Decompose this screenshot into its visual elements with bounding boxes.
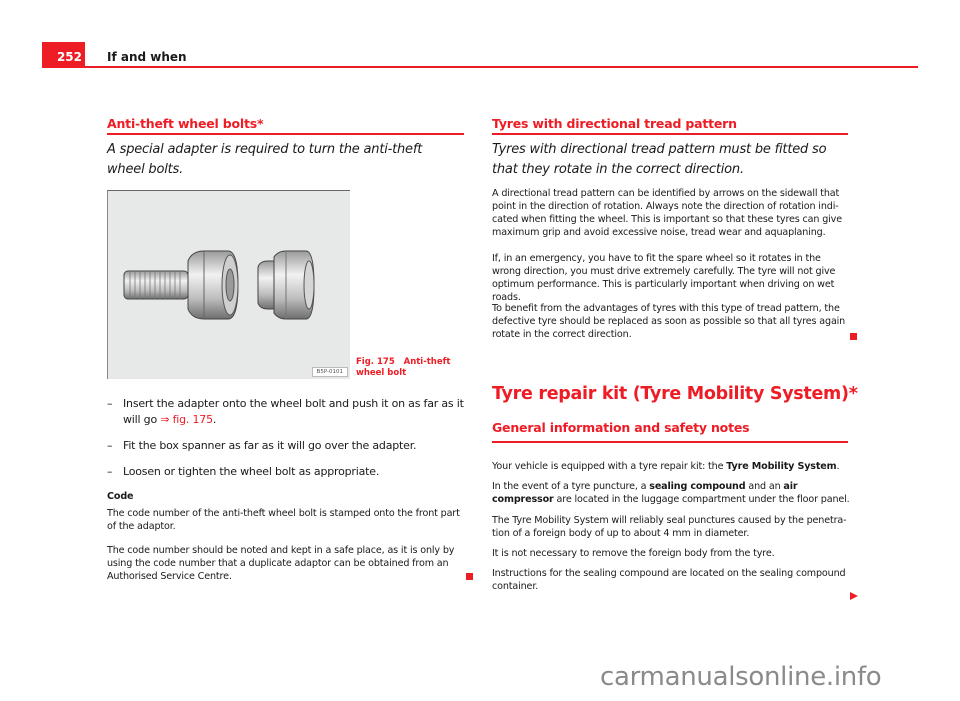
lead-text: A special adapter is required to turn the anti-theft wheel bolts.: [107, 142, 423, 177]
watermark: carmanualsonline.info: [600, 662, 882, 692]
paragraph: Instructions for the sealing compound are located on the sealing compound container.: [492, 568, 846, 592]
step-item: [107, 438, 467, 454]
figure-caption: [356, 357, 450, 379]
paragraph: It is not necessary to remove the foreign body from the tyre.: [492, 548, 775, 559]
step-item: [107, 464, 467, 480]
paragraph: The Tyre Mobility System will reliably seal punctures caused by the penetra-tion of a foreign body of up to about 4 mm in diameter.: [492, 515, 847, 539]
heading-rule: [492, 441, 848, 443]
heading-general-information: General information and safety notes: [492, 420, 750, 435]
step-text: Fit the box spanner as far as it will go over the adapter.: [123, 439, 417, 452]
paragraph: To benefit from the advantages of tyres with this type of tread pattern, the defective tyre should be replaced as soon as possible so that all tyres again rotate in the correct direction.: [492, 303, 846, 340]
section-end-marker: [466, 573, 473, 580]
heading-rule: [107, 133, 464, 135]
step-text: Insert the adapter onto the wheel bolt and push it on as far as it will go ⇒ fig. 175.: [123, 397, 464, 426]
step-text: Loosen or tighten the wheel bolt as appropriate.: [123, 465, 380, 478]
paragraph: If, in an emergency, you have to fit the spare wheel so it rotates in the wrong direction, you must drive extremely carefully. The tyre will not give optimum performance. This is particularly important when driving on wet roads.: [492, 253, 836, 303]
heading-directional-tread: Tyres with directional tread pattern: [492, 116, 737, 131]
heading-tyre-repair-kit: Tyre repair kit (Tyre Mobility System)*: [492, 384, 858, 404]
paragraph: In the event of a tyre puncture, a sealing compound and an air compressor are located in the luggage compartment under the floor panel.: [492, 481, 850, 505]
heading-rule: [492, 133, 848, 135]
step-dash: –: [107, 439, 113, 452]
code-heading: Code: [107, 491, 134, 502]
figure-caption-line-1: Fig. 175 Anti-theft: [356, 357, 451, 367]
wheel-bolt-illustration: [108, 191, 350, 379]
figure-reference-link[interactable]: ⇒ fig. 175: [160, 413, 213, 426]
step-list: [107, 396, 467, 480]
code-paragraph: The code number of the anti-theft wheel bolt is stamped onto the front part of the adaptor.: [107, 508, 460, 532]
section-title: If and when: [107, 50, 187, 64]
paragraph: A directional tread pattern can be identified by arrows on the sidewall that point in the direction of rotation. Always note the direction of rotation indi-cated when fitting the wheel. This is important so that these tyres can give maximum grip and avoid excessive noise, tread wear and aquaplaning.: [492, 188, 842, 238]
page-number: 252: [56, 50, 82, 64]
step-item: [107, 396, 467, 428]
paragraph: Your vehicle is equipped with a tyre repair kit: the Tyre Mobility System.: [492, 461, 840, 472]
figure-caption-line-2: wheel bolt: [356, 368, 407, 378]
continue-arrow-icon: [850, 592, 858, 600]
figure-code: B5P-0101: [312, 367, 348, 377]
code-paragraph: The code number should be noted and kept in a safe place, as it is only by using the code number that a duplicate adaptor can be obtained from an Authorised Service Centre.: [107, 545, 455, 582]
section-end-marker: [850, 333, 857, 340]
figure-anti-theft-bolt: [107, 190, 350, 379]
heading-anti-theft-wheel-bolts: Anti-theft wheel bolts*: [107, 116, 264, 131]
step-dash: –: [107, 397, 113, 410]
step-dash: –: [107, 465, 113, 478]
lead-text: Tyres with directional tread pattern must be fitted so that they rotate in the correct direction.: [492, 142, 827, 177]
header-rule: [85, 66, 918, 68]
